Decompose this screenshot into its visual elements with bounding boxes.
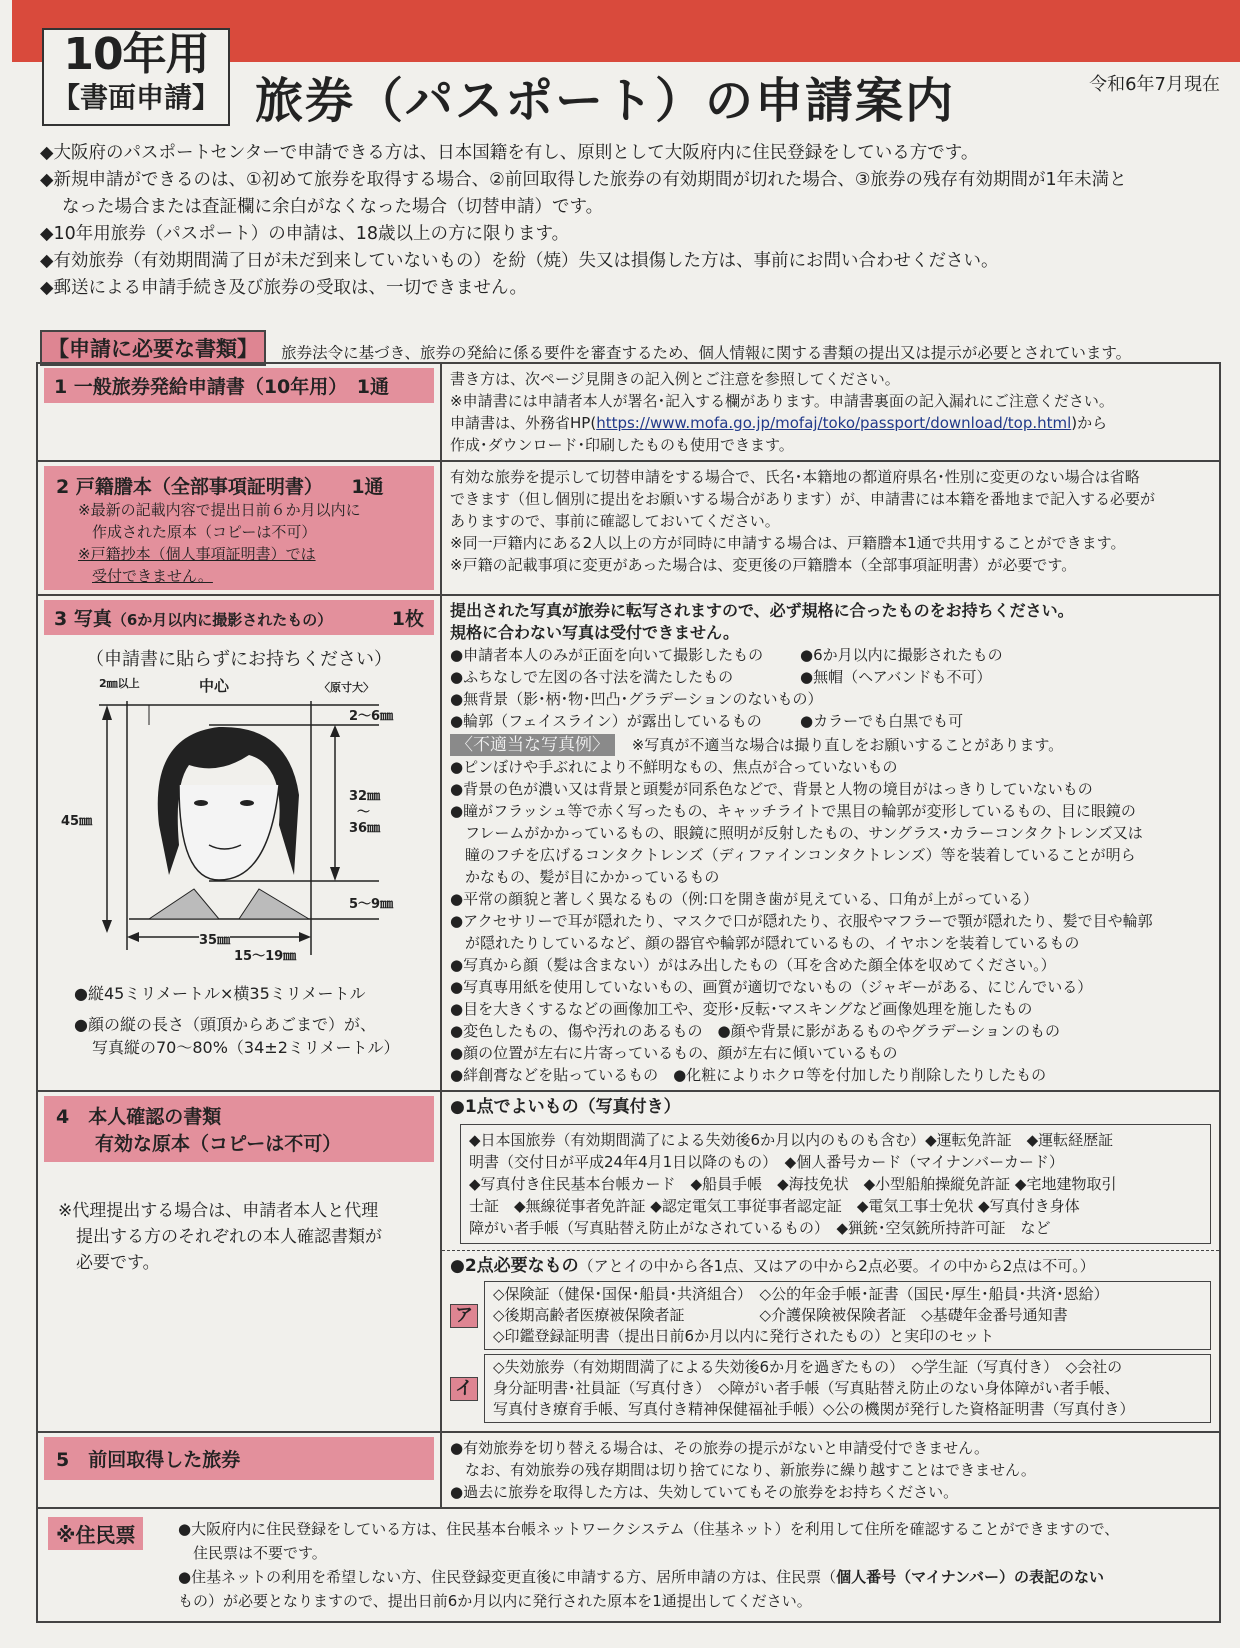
section-title: 2 戸籍謄本（全部事項証明書） 1通 [56,476,384,498]
bad-example: ●目を大きくするなどの画像加工や、変形･反転･マスキングなど画像処理を施したもの [450,1000,1033,1018]
divider [442,1250,1219,1251]
intro-item: ◆10年用旅券（パスポート）の申請は、18歳以上の方に限ります。 [40,224,570,244]
requirement: ●輪郭（フェイスライン）が露出しているもの [450,712,762,730]
text-line: ●大阪府内に住民登録をしている方は、住民基本台帳ネットワークシステム（住基ネット）を利用して住所を確認することができますので、 [178,1520,1120,1538]
two-item-note: （アとイの中から各1点、又はアの中から2点必要。イの中から2点は不可。） [578,1257,1095,1275]
required-docs-header [40,330,1131,366]
text-line: できます（但し個別に提出をお願いする場合があります）が、申請書には本籍を番地まで記入する必要が [450,490,1156,508]
section-title: 5 前回取得した旅券 [44,1437,434,1480]
section-note: 作成された原本（コピーは不可） [92,523,317,541]
intro-item: ◆有効旅券（有効期間満了日が未だ到来していないもの）を紛（焼）失又は損傷した方は、事前にお問い合わせください。 [40,251,999,271]
group-i-label: イ [450,1377,478,1401]
two-item-heading: ●2点必要なもの [450,1256,579,1276]
photo-title-sub: （6か月以内に撮影されたもの） [111,611,333,629]
required-docs-heading: 【申請に必要な書類】 [40,330,266,366]
one-item-heading: ●1点でよいもの（写真付き） [450,1097,681,1117]
bad-example: かなもの、髪が目にかかっているもの [450,868,720,886]
section-title: 1 一般旅券発給申請書（10年用） 1通 [44,368,434,403]
id-item: 士証 ◆無線従事者免許証 ◆認定電気工事従事者認定証 ◆電気工事士免状 ◆写真付き身体 [469,1197,1080,1215]
required-docs-table [36,362,1221,1623]
intro-list [40,140,1220,302]
intro-item: ◆新規申請ができるのは、①初めて旅券を取得する場合、②前回取得した旅券の有効期間が切れた場合、③旅券の残存有効期間が1年未満と [40,170,1127,190]
text-line: 有効な旅券を提示して切替申請をする場合で、氏名･本籍地の都道府県名･性別に変更のない場合は省略 [450,468,1140,486]
bad-examples-list [450,756,1211,1086]
bad-examples-heading: 〈不適当な写真例〉 [450,734,615,756]
id-item: ◇印鑑登録証明書（提出日前6か月以内に発行されたもの）と実印のセット [493,1327,995,1345]
intro-item: ◆郵送による申請手続き及び旅券の受取は、一切できません。 [40,278,528,298]
badge-years: 10年用 [63,29,209,80]
requirement: ●6か月以内に撮影されたもの [800,646,1003,664]
section-note: ※最新の記載内容で提出日前６か月以内に [78,501,361,519]
photo-spec-diagram [49,675,429,975]
text-line: なお、有効旅券の残存期間は切り捨てになり、新旅券に繰り越すことはできません。 [450,1461,1036,1479]
text-line: 書き方は、次ページ見開きの記入例とご注意を参照してください。 [450,370,900,388]
id-item: ◇後期高齢者医療被保険者証 ◇介護保険被保険者証 ◇基礎年金番号通知書 [493,1306,1068,1324]
text-line: ●有効旅券を切り替える場合は、その旅券の提示がないと申請受付できません。 [450,1439,989,1457]
no-paste-note: （申請書に貼らずにお持ちください） [86,649,392,670]
intro-item: ◆大阪府のパスポートセンターで申請できる方は、日本国籍を有し、原則として大阪府内に住民登録をしている方です。 [40,143,979,163]
bad-example: が隠れたりしているなど、顔の器官や輪郭が隠れているもの、イヤホンを装着しているもの [450,934,1080,952]
bad-example: フレームがかかっているもの、眼鏡に照明が反射したもの、サングラス･カラーコンタクトレンズ又は [450,824,1143,842]
chin-gap-label: 5〜9㎜ [349,897,394,912]
section-resident-record [37,1508,1220,1622]
text-line: 住民票は不要です。 [178,1544,327,1562]
section-note: 受付できません。 [92,567,213,585]
bad-example: ●背景の色が濃い又は背景と頭髪が同系色などで、背景と人物の境目がはっきりしていないもの [450,780,1093,798]
photo-count: 1枚 [391,608,424,630]
photo-title: 3 写真 [54,608,112,630]
mofa-download-link[interactable]: https://www.mofa.go.jp/mofaj/toko/passport/download/top.html [596,414,1072,432]
one-item-list [460,1124,1211,1244]
id-item: ◆日本国旅券（有効期間満了による失効後6か月以内のものも含む）◆運転免許証 ◆運転経歴証 [469,1131,1114,1149]
id-item: 障がい者手帳（写真貼替え防止がなされているもの） ◆猟銃･空気銃所持許可証 など [469,1219,1051,1237]
text-line: ※申請書には申請者本人が署名･記入する欄があります。申請書裏面の記入漏れにご注意ください。 [450,392,1114,410]
bad-example: ●変色したもの、傷や汚れのあるもの ●顔や背景に影があるものやグラデーションのもの [450,1022,1060,1040]
requirement: ●無帽（ヘアバンドも不可） [800,668,992,686]
id-item: ◇保険証（健保･国保･船員･共済組合） ◇公的年金手帳･証書（国民･厚生･船員･共済･恩給） [493,1285,1109,1303]
actual-size-label: 〈原寸大〉 [319,681,374,694]
section-title-box [44,466,434,590]
height-label: 45㎜ [61,810,92,829]
width-label: 35㎜ [199,929,230,948]
id-item: ◇失効旅券（有効期間満了による失効後6か月を過ぎたもの） ◇学生証（写真付き） ◇会社の [493,1358,1123,1376]
face-length-tilde: 〜 [357,805,371,820]
text-line: 作成･ダウンロード･印刷したものも使用できます。 [450,436,794,454]
section-note: ※戸籍抄本（個人事項証明書）では [78,545,316,563]
text-line: 申請書は、外務省HP( [450,414,597,432]
requirement: ●無背景（影･柄･物･凹凸･グラデーションのないもの） [450,690,823,708]
text-line: ※同一戸籍内にある2人以上の方が同時に申請する場合は、戸籍謄本1通で共用することができます。 [450,534,1126,552]
id-item: 明書（交付日が平成24年4月1日以降のもの） ◆個人番号カード（マイナンバーカード） [469,1153,1064,1171]
section-photo [37,595,1220,1091]
proxy-note-line: 提出する方のそれぞれの本人確認書類が [76,1227,382,1247]
group-i [450,1354,1211,1423]
text-line: ●住基ネットの利用を希望しない方、住民登録変更直後に申請する方、居所申請の方は、住民票（ [178,1568,837,1586]
id-item: 写真付き療育手帳、写真付き精神保健福祉手帳）◇公の機関が発行した資格証明書（写真付き） [493,1400,1135,1418]
group-a [450,1281,1211,1350]
id-item: 身分証明書･社員証（写真付き） ◇障がい者手帳（写真貼替え防止のない身体障がい者手帳、 [493,1379,1120,1397]
resident-record-label: ※住民票 [48,1517,143,1550]
text-line: )から [1071,414,1108,432]
section-family-register [37,461,1220,595]
top-gap-label: 2〜6㎜ [349,709,394,724]
bad-example: ●写真から顔（髪は含まない）がはみ出したもの（耳を含めた顔全体を収めてください。） [450,956,1056,974]
text-line: ※戸籍の記載事項に変更があった場合は、変更後の戸籍謄本（全部事項証明書）が必要です。 [450,556,1077,574]
section-application-form [37,363,1220,461]
as-of-date: 令和6年7月現在 [1089,74,1220,95]
proxy-note-line: ※代理提出する場合は、申請者本人と代理 [58,1201,379,1221]
requirement: ●カラーでも白黒でも可 [800,712,964,730]
section-identity-documents [37,1091,1220,1432]
text-line: ありますので、事前に確認しておいてください。 [450,512,780,530]
bad-example: ●絆創膏などを貼っているもの ●化粧によりホクロ等を付加したり削除したりしたもの [450,1066,1047,1084]
face-length-max: 36㎜ [349,821,381,836]
center-offset-label: 15〜19㎜ [234,949,297,964]
face-note: ●顔の縦の長さ（頭頂からあごまで）が、 [74,1015,376,1034]
id-item: ◆写真付き住民基本台帳カード ◆船員手帳 ◆海技免状 ◆小型船舶操縦免許証 ◆宅地建物取引 [469,1175,1117,1193]
application-type-badge [42,28,230,126]
bad-example: ●顔の位置が左右に片寄っているもの、顔が左右に傾いているもの [450,1044,898,1062]
section-subtitle: 有効な原本（コピーは不可） [76,1133,342,1155]
section-title [44,600,434,635]
requirement: ●申請者本人のみが正面を向いて撮影したもの [450,646,764,664]
bad-example: 瞳のフチを広げるコンタクトレンズ（ディファインコンタクトレンズ）等を装着していることが明ら [450,846,1136,864]
bad-example: ●ピンぼけや手ぶれにより不鮮明なもの、焦点が合っていないもの [450,758,898,776]
text-line: ●過去に旅券を取得した方は、失効していてもその旅券をお持ちください。 [450,1483,959,1501]
requirement: ●ふちなしで左図の各寸法を満たしたもの [450,668,734,686]
size-note: ●縦45ミリメートル×横35ミリメートル [74,984,366,1003]
section-title-box [44,1096,434,1162]
bold-text: 個人番号（マイナンバー）の表記のない [836,1568,1104,1586]
photo-lead: 提出された写真が旅券に転写されますので、必ず規格に合ったものをお持ちください。 [450,601,1074,620]
retake-note: ※写真が不適当な場合は撮り直しをお願いすることがあります。 [631,736,1064,754]
photo-requirements [450,644,1211,732]
section-previous-passport [37,1432,1220,1508]
face-length-min: 32㎜ [349,789,381,804]
group-a-label: ア [450,1304,478,1328]
bad-example: ●アクセサリーで耳が隠れたり、マスクで口が隠れたり、衣服やマフラーで顎が隠れたり、髪で目や輪郭 [450,912,1153,930]
badge-method: 【書面申請】 [51,81,220,114]
bad-example: ●写真専用紙を使用していないもの、画質が適切でないもの（ジャギーがある、にじんでいる） [450,978,1093,996]
face-note: 写真縦の70〜80%（34±2ミリメートル） [92,1038,400,1057]
intro-item: なった場合または査証欄に余白がなくなった場合（切替申請）です。 [62,197,604,217]
center-label: 中心 [199,677,230,695]
bad-example: ●瞳がフラッシュ等で赤く写ったもの、キャッチライトで黒目の輪郭が変形しているもの、目に眼鏡の [450,802,1136,820]
text-line: もの）が必要となりますので、提出日前6か月以内に発行された原本を1通提出してください。 [178,1592,812,1610]
bad-example: ●平常の顔貌と著しく異なるもの（例:口を開き歯が見えている、口角が上がっている） [450,890,1039,908]
margin-label: 2㎜以上 [99,677,140,690]
page-title: 旅券（パスポート）の申請案内 [255,73,956,129]
required-docs-description: 旅券法令に基づき、旅券の発給に係る要件を審査するため、個人情報に関する書類の提出又は提示が必要とされています。 [281,343,1132,362]
requirement [800,688,1211,710]
proxy-note [44,1198,434,1276]
proxy-note-line: 必要です。 [76,1253,160,1273]
photo-lead: 規格に合わない写真は受付できません。 [450,623,739,642]
section-title: 4 本人確認の書類 [56,1106,222,1128]
